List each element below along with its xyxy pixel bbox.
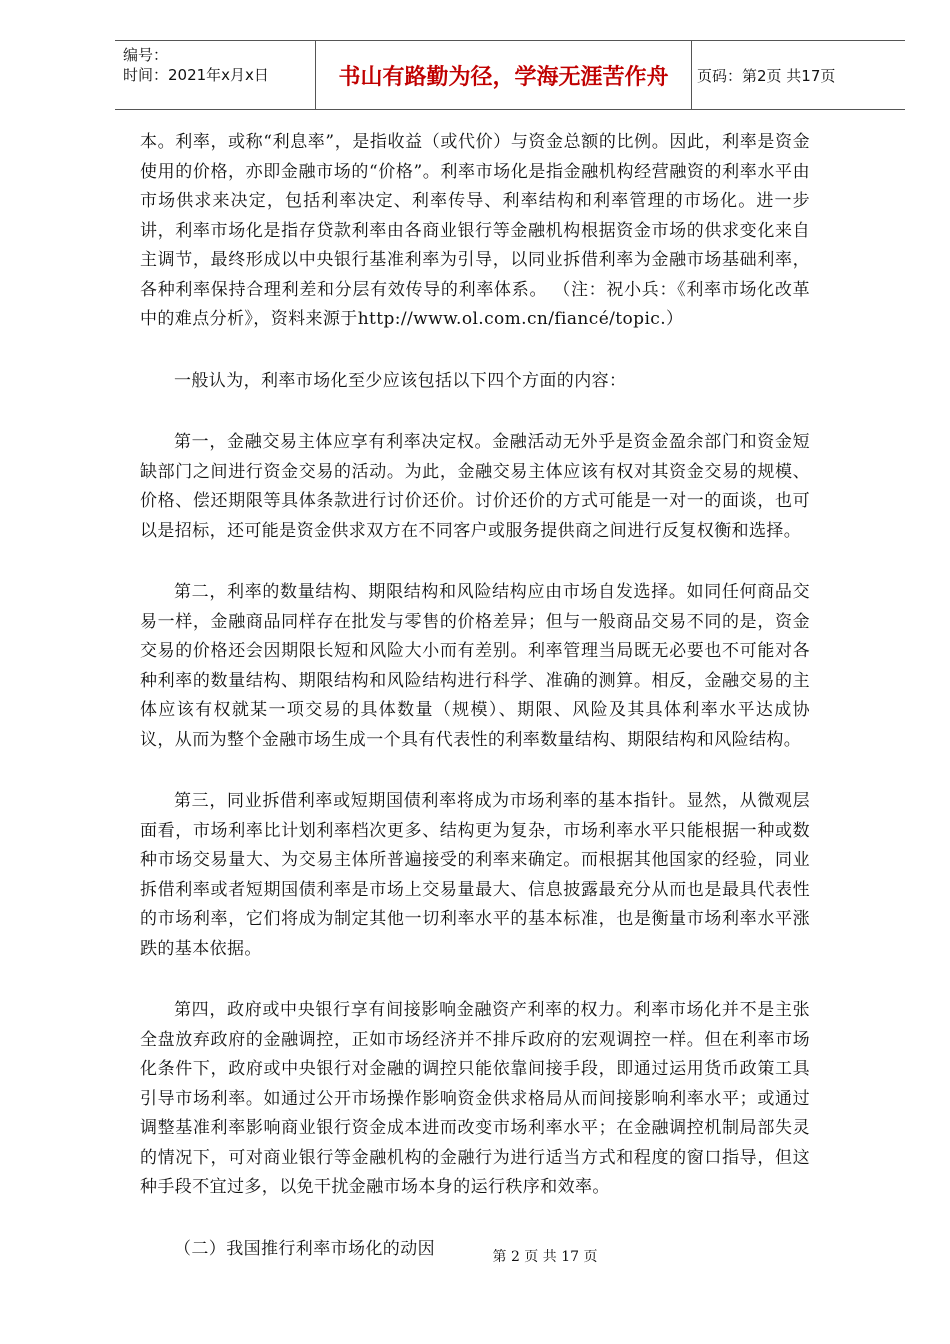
header-page-label: 页码：第2页 共17页 [697, 66, 836, 85]
header-motto: 书山有路勤为径，学海无涯苦作舟 [315, 41, 692, 109]
paragraph-point-1: 第一，金融交易主体应享有利率决定权。金融活动无外乎是资金盈余部门和资金短缺部门之间进行资金交易的活动。为此，金融交易主体应该有权对其资金交易的规模、价格、偿还期限等具体条款进行讨价还价。讨价还价的方式可能是一对一的面谈，也可以是招标，还可能是资金供求双方在不同客户或服务提供商之间进行反复权衡和选择。 [140, 432, 810, 541]
page-footer: 第 2 页 共 17 页 [492, 1249, 598, 1265]
header-meta [115, 41, 315, 109]
code-label: 编号： [123, 46, 169, 64]
paragraph-point-2: 第二，利率的数量结构、期限结构和风险结构应由市场自发选择。如同任何商品交易一样，金融商品同样存在批发与零售的价格差异；但与一般商品交易不同的是，资金交易的价格还会因期限长短和风险大小而有差别。利率管理当局既无必要也不可能对各种利率的数量结构、期限结构和风险结构进行科学、准确的测算。相反，金融交易的主体应该有权就某一项交易的具体数量（规模）、期限、风险及其具体利率水平达成协议，从而为整个金融市场生成一个具有代表性的利率数量结构、期限结构和风险结构。 [140, 582, 810, 750]
paragraph-intro: 本。利率，或称“利息率”，是指收益（或代价）与资金总额的比例。因此，利率是资金使用的价格，亦即金融市场的“价格”。利率市场化是指金融机构经营融资的利率水平由市场供求来决定，包括利率决定、利率传导、利率结构和利率管理的市场化。进一步讲，利率市场化是指存贷款利率由各商业银行等金融机构根据资金市场的供求变化来自主调节，最终形成以中央银行基准利率为引导，以同业拆借利率为金融市场基础利率，各种利率保持合理利差和分层有效传导的利率体系。 （注：祝小兵：《利率市场化改革中的难点分析》，资料来源于http://www.ol.com.cn/fiancé/topic.） [140, 132, 810, 329]
time-label: 时间：2021年x月x日 [123, 66, 269, 84]
page-header [115, 40, 905, 110]
paragraph-overview: 一般认为，利率市场化至少应该包括以下四个方面的内容： [174, 370, 627, 391]
paragraph-point-3: 第三，同业拆借利率或短期国债利率将成为市场利率的基本指针。显然，从微观层面看，市场利率比计划利率档次更多、结构更为复杂，市场利率水平只能根据一种或数种市场交易量大、为交易主体所普遍接受的利率来确定。而根据其他国家的经验，同业拆借利率或者短期国债利率是市场上交易量最大、信息披露最充分从而也是最具代表性的市场利率，它们将成为制定其他一切利率水平的基本标准，也是衡量市场利率水平涨跌的基本依据。 [140, 791, 810, 959]
section-heading: （二）我国推行利率市场化的动因 [174, 1238, 435, 1259]
document-body [140, 128, 810, 1296]
paragraph-point-4: 第四，政府或中央银行享有间接影响金融资产利率的权力。利率市场化并不是主张全盘放弃政府的金融调控，正如市场经济并不排斥政府的宏观调控一样。但在利率市场化条件下，政府或中央银行对金融的调控只能依靠间接手段，即通过运用货币政策工具引导市场利率。如通过公开市场操作影响资金供求格局从而间接影响利率水平；或通过调整基准利率影响商业银行资金成本进而改变市场利率水平；在金融调控机制局部失灵的情况下，可对商业银行等金融机构的金融行为进行适当方式和程度的窗口指导，但这种手段不宜过多，以免干扰金融市场本身的运行秩序和效率。 [140, 1000, 810, 1197]
